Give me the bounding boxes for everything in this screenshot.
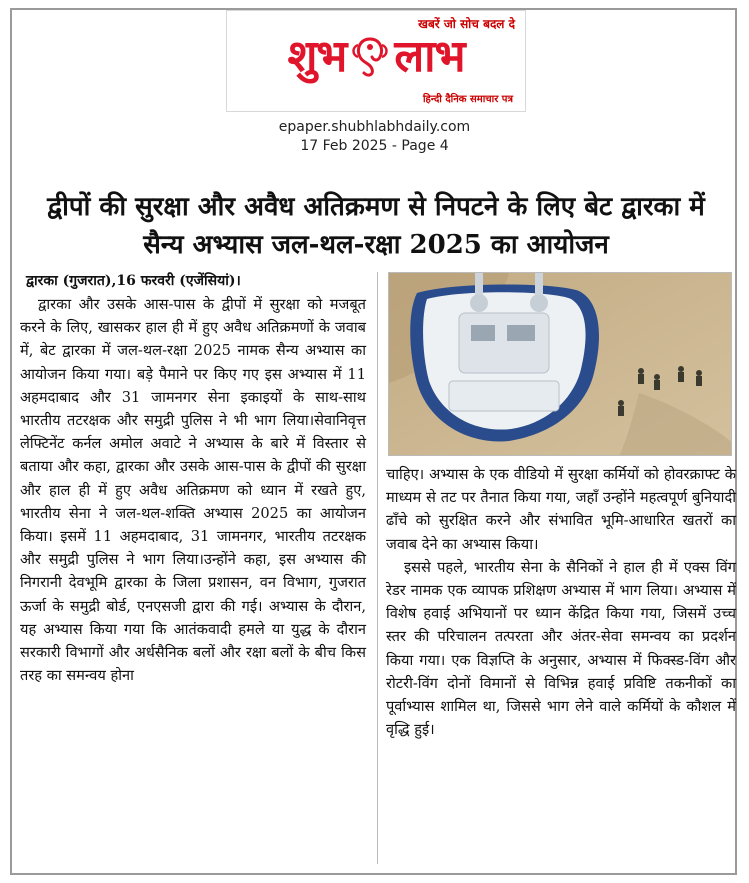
column-divider	[377, 272, 378, 864]
masthead-subline: हिन्दी दैनिक समाचार पत्र	[422, 94, 513, 105]
source-url[interactable]: epaper.shubhlabhdaily.com	[278, 119, 471, 135]
article-dateline: द्वारका (गुजरात),16 फरवरी (एजेंसियां)।	[26, 273, 241, 289]
source-date-page: 17 Feb 2025 - Page 4	[300, 138, 449, 154]
masthead	[226, 10, 526, 112]
source-info	[0, 118, 749, 156]
hovercraft-photo	[388, 272, 732, 456]
newspaper-logo	[235, 25, 517, 89]
article-column-left	[20, 293, 366, 687]
ganesha-icon	[350, 33, 390, 81]
article-paragraph: इससे पहले, भारतीय सेना के सैनिकों ने हाल ही में एक्स विंग रेडर नामक एक व्यापक प्रशिक्षण अभ्यास में भाग लिया। अभ्यास में विशेष हवाई अभियानों पर ध्यान केंद्रित किया गया, जिसमें उच्च स्तर की परिचालन तत्परता और अंतर-सेवा समन्वय का प्रदर्शन किया गया। एक विज्ञप्ति के अनुसार, अभ्यास में फिक्स्ड-विंग और रोटरी-विंग दोनों विमानों से विभिन्न हवाई प्रविष्टि तकनीकों का पूर्वाभ्यास शामिल था, जिससे भाग लेने वाले कर्मियों के कौशल में वृद्धि हुई।	[386, 558, 736, 739]
beach-hovercraft-image	[389, 273, 732, 456]
logo-word-labh: लाभ	[394, 31, 465, 82]
article-paragraph: चाहिए। अभ्यास के एक वीडियो में सुरक्षा कर्मियों को होवरक्राफ्ट के माध्यम से तट पर तैनात किया गया, जहाँ उन्होंने महत्वपूर्ण बुनियादी ढाँचे को सुरक्षित करने और संभावित भूमि-आधारित खतरों का जवाब देने का अभ्यास किया।	[386, 466, 736, 553]
logo-word-shubh: शुभ	[287, 31, 347, 82]
masthead-tagline: खबरें जो सोच बदल दे	[418, 17, 515, 31]
article-paragraph: द्वारका और उसके आस-पास के द्वीपों में सुरक्षा को मजबूत करने के लिए, खासकर हाल ही में हुए अवैध अतिक्रमणों के जवाब में, बेट द्वारका में जल-थल-रक्षा 2025 नामक सैन्य अभ्यास का आयोजन किया गया। बड़े पैमाने पर किए गए इस अभ्यास में 11 अहमदाबाद और 31 जामनगर सेना इकाइयों के साथ-साथ भारतीय तटरक्षक और समुद्री पुलिस ने भी भाग लिया।सेवानिवृत्त लेफ्टिनेंट कर्नल अमोल अवाटे ने अभ्यास के बारे में विस्तार से बताया और कहा, द्वारका और उसके आस-पास के द्वीपों की सुरक्षा और हाल ही में हुए अवैध अतिक्रमण को ध्यान में रखते हुए, भारतीय सेना ने जल-थल-शक्ति अभ्यास 2025 का आयोजन किया। इसमें 11 अहमदाबाद, 31 जामनगर, भारतीय तटरक्षक और समुद्री पुलिस ने भाग लिया।उन्होंने कहा, इस अभ्यास की निगरानी देवभूमि द्वारका के जिला प्रशासन, वन विभाग, गुजरात ऊर्जा के समुद्री बोर्ड, एनएसजी द्वारा की गई। अभ्यास के दौरान, यह अभ्यास किया गया कि आतंकवादी हमले या युद्ध के दौरान सरकारी विभागों और अर्धसैनिक बलों और रक्षा बलों के बीच किस तरह का समन्वय होना	[20, 296, 366, 685]
article-column-right	[386, 463, 736, 741]
article-headline: द्वीपों की सुरक्षा और अवैध अतिक्रमण से निपटने के लिए बेट द्वारका में सैन्य अभ्यास जल-थल-रक्षा 2025 का आयोजन	[47, 192, 705, 260]
